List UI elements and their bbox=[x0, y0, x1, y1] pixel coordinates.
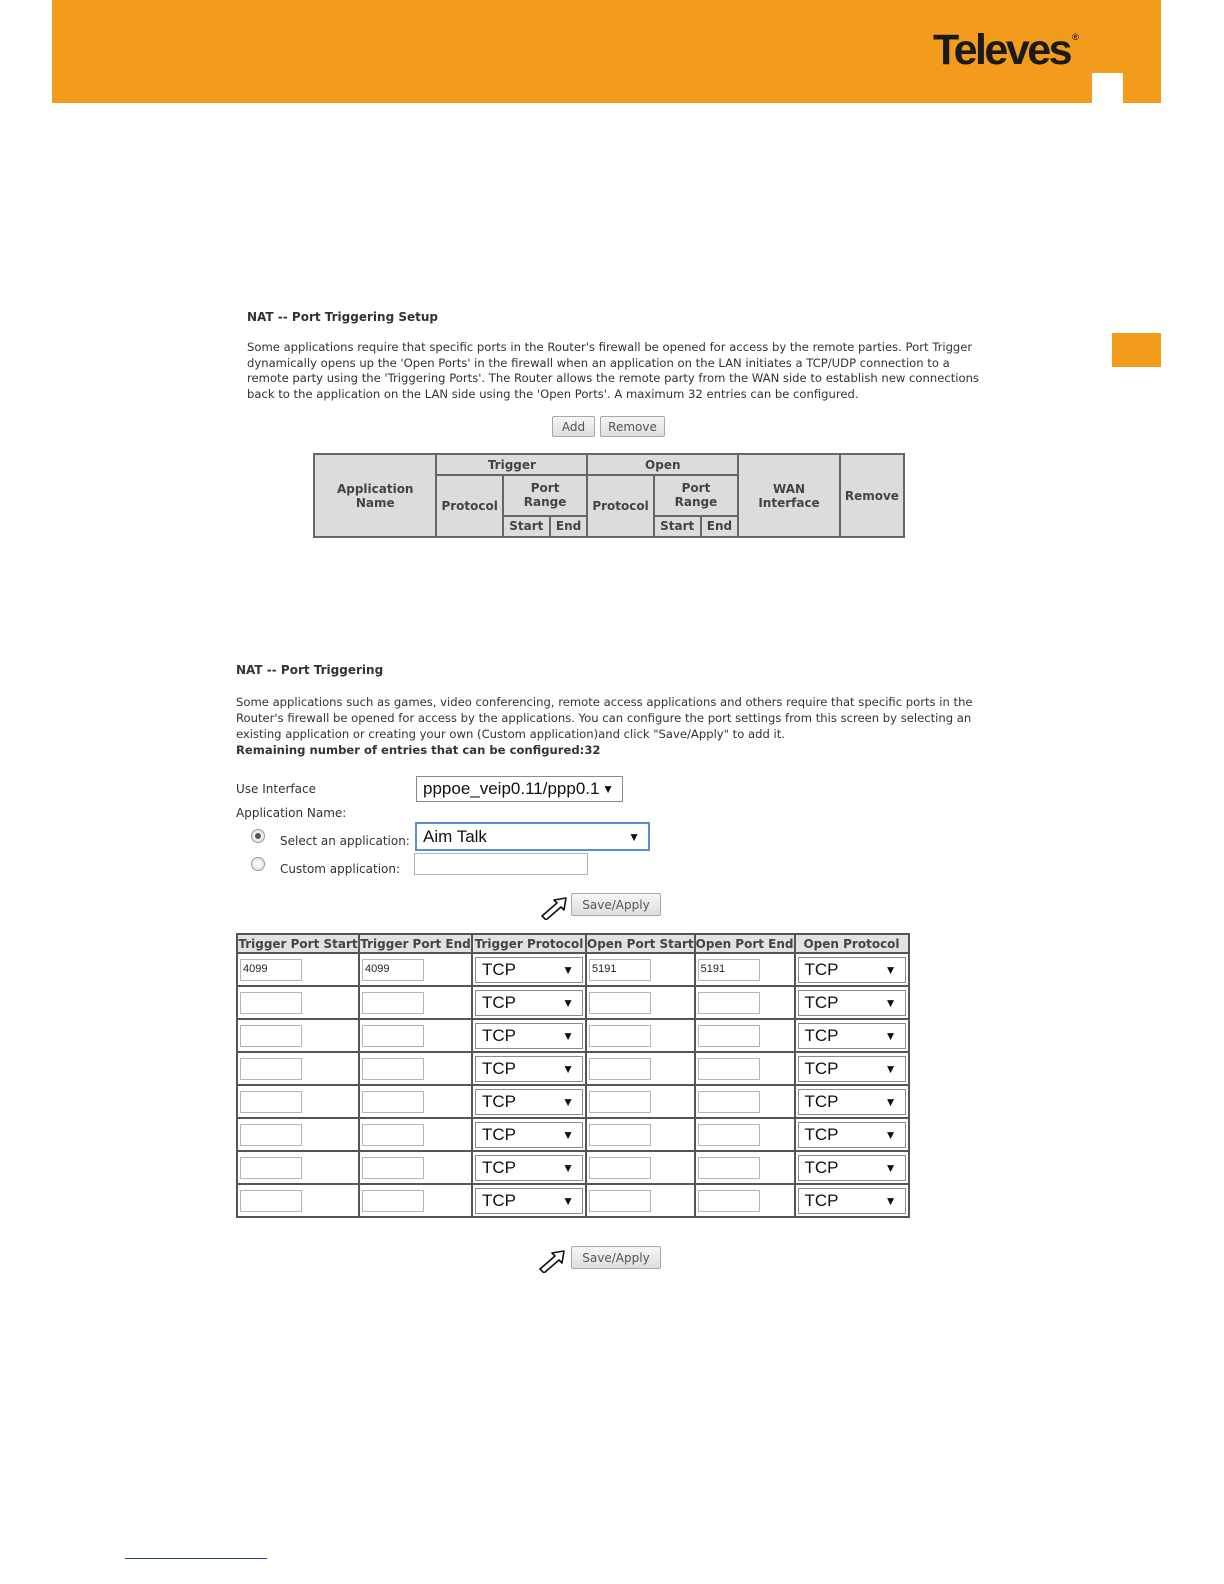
add-button[interactable]: Add bbox=[552, 416, 595, 437]
col-trigger-protocol: Trigger Protocol bbox=[472, 934, 586, 953]
custom-application-input[interactable] bbox=[414, 853, 588, 875]
chevron-down-icon: ▼ bbox=[884, 1127, 897, 1142]
chevron-down-icon: ▼ bbox=[562, 1061, 574, 1076]
setup-line: remote party using the 'Triggering Ports'. The Router allows the remote party from the WAN side to establish new connections bbox=[247, 371, 979, 385]
open-port-end-input[interactable] bbox=[698, 1157, 760, 1179]
table-row bbox=[237, 1052, 909, 1085]
open-protocol-value: TCP bbox=[804, 992, 839, 1012]
open-protocol-select[interactable] bbox=[798, 990, 906, 1016]
pointer-arrow-icon bbox=[539, 894, 569, 920]
trigger-protocol-value: TCP bbox=[482, 1025, 516, 1045]
trigger-port-end-input[interactable] bbox=[362, 1058, 424, 1080]
chevron-down-icon: ▼ bbox=[602, 782, 614, 796]
open-protocol-value: TCP bbox=[804, 1190, 839, 1210]
col-open: Open bbox=[587, 454, 738, 475]
side-tab-marker bbox=[1112, 333, 1161, 367]
application-select-value: Aim Talk bbox=[423, 826, 487, 846]
open-port-start-input[interactable] bbox=[589, 1190, 651, 1212]
setup-description bbox=[247, 340, 979, 402]
trigger-port-end-input[interactable] bbox=[362, 1157, 424, 1179]
open-protocol-value: TCP bbox=[804, 1091, 839, 1111]
trigger-protocol-value: TCP bbox=[482, 1124, 516, 1144]
open-port-end-input[interactable] bbox=[698, 1091, 760, 1113]
chevron-down-icon: ▼ bbox=[562, 1160, 574, 1175]
trigger-title: NAT -- Port Triggering bbox=[236, 663, 384, 677]
open-port-end-input[interactable] bbox=[698, 1025, 760, 1047]
application-select[interactable] bbox=[415, 822, 650, 851]
open-port-start-input[interactable] bbox=[589, 1058, 651, 1080]
setup-title: NAT -- Port Triggering Setup bbox=[247, 310, 438, 324]
open-port-start-input[interactable] bbox=[589, 1091, 651, 1113]
trigger-line: existing application or creating your own (Custom application)and click "Save/Apply" to add it. bbox=[236, 727, 785, 741]
trigger-protocol-value: TCP bbox=[482, 992, 516, 1012]
trigger-description bbox=[236, 694, 973, 758]
open-protocol-select[interactable] bbox=[798, 1056, 906, 1082]
col-trigger-port-range: Port Range bbox=[503, 475, 587, 515]
chevron-down-icon: ▼ bbox=[884, 1193, 897, 1208]
table-row bbox=[237, 1184, 909, 1217]
open-port-start-input[interactable]: 5191 bbox=[589, 959, 651, 981]
port-entries-table bbox=[236, 933, 910, 1218]
trigger-port-end-input[interactable] bbox=[362, 1124, 424, 1146]
chevron-down-icon: ▼ bbox=[562, 1094, 574, 1109]
port-table-header bbox=[237, 934, 909, 953]
open-port-end-input[interactable] bbox=[698, 1058, 760, 1080]
col-open-port-range: Port Range bbox=[654, 475, 738, 515]
chevron-down-icon: ▼ bbox=[884, 1094, 897, 1109]
application-name-label: Application Name: bbox=[236, 806, 347, 820]
col-trigger-port-start: Trigger Port Start bbox=[237, 934, 359, 953]
select-application-label: Select an application: bbox=[280, 834, 410, 848]
chevron-down-icon: ▼ bbox=[562, 995, 574, 1010]
custom-application-radio[interactable] bbox=[251, 857, 265, 871]
col-open-end: End bbox=[701, 516, 739, 537]
col-open-port-start: Open Port Start bbox=[586, 934, 695, 953]
logo-registered-mark: ® bbox=[1072, 32, 1079, 42]
save-apply-button-top[interactable]: Save/Apply bbox=[571, 893, 661, 916]
trigger-protocol-select[interactable] bbox=[475, 1155, 583, 1181]
trigger-protocol-select[interactable] bbox=[475, 1056, 583, 1082]
chevron-down-icon: ▼ bbox=[884, 995, 897, 1010]
chevron-down-icon: ▼ bbox=[628, 829, 640, 844]
open-port-start-input[interactable] bbox=[589, 1025, 651, 1047]
interface-select-value: pppoe_veip0.11/ppp0.1 bbox=[423, 779, 600, 798]
trigger-protocol-select[interactable] bbox=[475, 1188, 583, 1214]
remaining-entries: Remaining number of entries that can be configured:32 bbox=[236, 743, 601, 757]
trigger-port-start-input[interactable] bbox=[240, 1190, 302, 1212]
table-row bbox=[237, 986, 909, 1019]
setup-line: back to the application on the LAN side using the 'Open Ports'. A maximum 32 entries can be configured. bbox=[247, 386, 859, 401]
trigger-port-start-input[interactable] bbox=[240, 992, 302, 1014]
open-port-end-input[interactable] bbox=[698, 992, 760, 1014]
col-application-name: Application Name bbox=[314, 454, 436, 537]
trigger-protocol-value: TCP bbox=[482, 1190, 516, 1210]
chevron-down-icon: ▼ bbox=[562, 1028, 574, 1043]
trigger-port-start-input[interactable] bbox=[240, 1157, 302, 1179]
open-protocol-value: TCP bbox=[804, 1157, 839, 1177]
open-port-start-input[interactable] bbox=[589, 1157, 651, 1179]
trigger-port-start-input[interactable] bbox=[240, 1058, 302, 1080]
trigger-port-start-input[interactable] bbox=[240, 1025, 302, 1047]
chevron-down-icon: ▼ bbox=[884, 962, 897, 977]
trigger-port-start-input[interactable]: 4099 bbox=[240, 959, 302, 981]
open-port-start-input[interactable] bbox=[589, 992, 651, 1014]
setup-line: Some applications require that specific ports in the Router's firewall be opened for access by the remote parties. Port Trigger bbox=[247, 340, 973, 354]
open-port-end-input[interactable] bbox=[698, 1190, 760, 1212]
trigger-protocol-select[interactable] bbox=[475, 957, 583, 983]
col-trigger: Trigger bbox=[436, 454, 587, 475]
trigger-port-end-input[interactable] bbox=[362, 1091, 424, 1113]
open-port-end-input[interactable]: 5191 bbox=[698, 959, 760, 981]
col-open-start: Start bbox=[654, 516, 701, 537]
interface-select[interactable] bbox=[416, 776, 623, 802]
table-row bbox=[237, 1118, 909, 1151]
banner-notch bbox=[1092, 73, 1123, 103]
chevron-down-icon: ▼ bbox=[884, 1160, 897, 1175]
trigger-port-start-input[interactable] bbox=[240, 1091, 302, 1113]
open-protocol-select[interactable] bbox=[798, 1089, 906, 1115]
open-protocol-value: TCP bbox=[804, 1124, 839, 1144]
footer-link-underline bbox=[125, 1558, 267, 1559]
table-row bbox=[237, 953, 909, 986]
setup-line: dynamically opens up the 'Open Ports' in the firewall when an application on the LAN initiates a TCP/UDP connection to a bbox=[247, 355, 950, 370]
trigger-port-end-input[interactable] bbox=[362, 992, 424, 1014]
open-port-end-input[interactable] bbox=[698, 1124, 760, 1146]
col-trigger-start: Start bbox=[503, 516, 550, 537]
open-protocol-select[interactable] bbox=[798, 1023, 906, 1049]
trigger-protocol-select[interactable] bbox=[475, 1089, 583, 1115]
open-protocol-value: TCP bbox=[804, 1058, 839, 1078]
open-port-start-input[interactable] bbox=[589, 1124, 651, 1146]
chevron-down-icon: ▼ bbox=[884, 1061, 897, 1076]
col-open-protocol: Open Protocol bbox=[795, 934, 909, 953]
col-open-port-end: Open Port End bbox=[695, 934, 795, 953]
trigger-line: Some applications such as games, video conferencing, remote access applications and others require that specific ports in the bbox=[236, 695, 973, 709]
open-protocol-select[interactable] bbox=[798, 1188, 906, 1214]
chevron-down-icon: ▼ bbox=[562, 1193, 574, 1208]
open-protocol-value: TCP bbox=[804, 1025, 839, 1045]
save-apply-button-bottom[interactable]: Save/Apply bbox=[571, 1246, 661, 1269]
chevron-down-icon: ▼ bbox=[562, 962, 574, 977]
televes-logo bbox=[933, 26, 1079, 75]
table-row bbox=[237, 1085, 909, 1118]
col-trigger-end: End bbox=[550, 516, 588, 537]
pointer-arrow-icon bbox=[537, 1247, 567, 1273]
custom-application-label: Custom application: bbox=[280, 862, 401, 876]
trigger-protocol-select[interactable] bbox=[475, 1122, 583, 1148]
col-trigger-port-end: Trigger Port End bbox=[359, 934, 472, 953]
logo-text: Televes bbox=[933, 26, 1071, 74]
trigger-protocol-select[interactable] bbox=[475, 1023, 583, 1049]
select-application-radio[interactable] bbox=[251, 829, 265, 843]
open-protocol-select[interactable] bbox=[798, 1122, 906, 1148]
trigger-port-end-input[interactable] bbox=[362, 1190, 424, 1212]
trigger-protocol-value: TCP bbox=[482, 1157, 516, 1177]
trigger-port-end-input[interactable] bbox=[362, 1025, 424, 1047]
remove-button[interactable]: Remove bbox=[600, 416, 665, 437]
trigger-protocol-select[interactable] bbox=[475, 990, 583, 1016]
table-row bbox=[237, 1151, 909, 1184]
trigger-line: Router's firewall be opened for access by the applications. You can configure the port settings from this screen by selecting an bbox=[236, 711, 972, 725]
trigger-port-end-input[interactable]: 4099 bbox=[362, 959, 424, 981]
trigger-protocol-value: TCP bbox=[482, 1058, 516, 1078]
col-trigger-protocol: Protocol bbox=[436, 475, 502, 537]
chevron-down-icon: ▼ bbox=[562, 1127, 574, 1142]
open-protocol-value: TCP bbox=[804, 959, 839, 979]
chevron-down-icon: ▼ bbox=[884, 1028, 897, 1043]
use-interface-label: Use Interface bbox=[236, 782, 316, 796]
trigger-port-start-input[interactable] bbox=[240, 1124, 302, 1146]
trigger-protocol-value: TCP bbox=[482, 1091, 516, 1111]
trigger-setup-table bbox=[313, 453, 905, 538]
table-row bbox=[237, 1019, 909, 1052]
trigger-protocol-value: TCP bbox=[482, 959, 516, 979]
col-remove: Remove bbox=[840, 454, 904, 537]
col-wan-interface: WAN Interface bbox=[738, 454, 840, 537]
open-protocol-select[interactable] bbox=[798, 957, 906, 983]
col-open-protocol: Protocol bbox=[587, 475, 653, 537]
open-protocol-select[interactable] bbox=[798, 1155, 906, 1181]
